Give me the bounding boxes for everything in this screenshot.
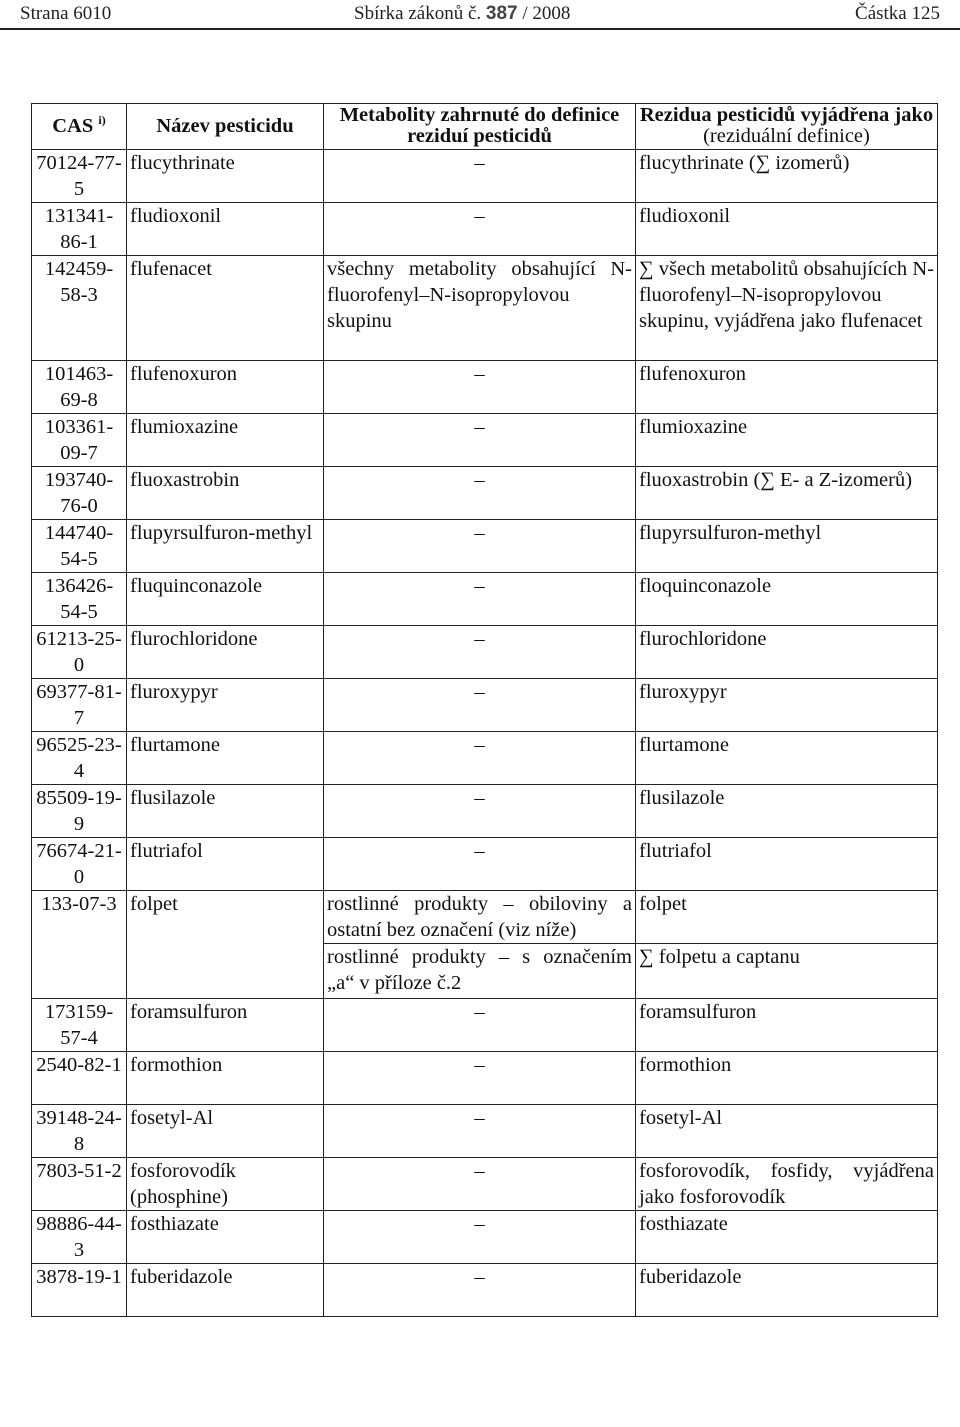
table-body-2 bbox=[32, 999, 938, 1317]
name-cell: fosetyl-Al bbox=[127, 1105, 324, 1158]
residues-cell: flutriafol bbox=[636, 838, 938, 891]
table-row bbox=[32, 520, 938, 573]
header-cas bbox=[32, 104, 127, 150]
cas-cell: 131341-86-1 bbox=[32, 203, 127, 256]
cas-cell: 136426-54-5 bbox=[32, 573, 127, 626]
residues-cell: flupyrsulfuron-methyl bbox=[636, 520, 938, 573]
header-residues-sub: (reziduální definice) bbox=[703, 125, 870, 147]
metabolites-cell: – bbox=[324, 1211, 636, 1264]
residues-cell: folpet bbox=[636, 891, 938, 944]
cas-cell: 96525-23-4 bbox=[32, 732, 127, 785]
header-metabolites: Metabolity zahrnuté do definice reziduí pesticidů bbox=[324, 104, 636, 150]
collection-reference bbox=[354, 3, 570, 25]
header-cas-label: CAS bbox=[52, 114, 94, 137]
metabolites-cell: – bbox=[324, 785, 636, 838]
cas-cell: 101463-69-8 bbox=[32, 361, 127, 414]
metabolites-cell: rostlinné produkty – obiloviny a ostatní bez označení (viz níže) bbox=[324, 891, 636, 944]
table-row bbox=[32, 150, 938, 203]
table-row bbox=[32, 891, 938, 944]
table-row bbox=[32, 626, 938, 679]
name-cell: fluquinconazole bbox=[127, 573, 324, 626]
metabolites-cell: – bbox=[324, 679, 636, 732]
cas-cell: 76674-21-0 bbox=[32, 838, 127, 891]
table-row bbox=[32, 1105, 938, 1158]
name-cell: folpet bbox=[127, 891, 324, 999]
residues-cell: fluoxastrobin (∑ E- a Z-izomerů) bbox=[636, 467, 938, 520]
part-number: Částka 125 bbox=[855, 3, 940, 24]
cas-cell: 70124-77-5 bbox=[32, 150, 127, 203]
residues-cell: formothion bbox=[636, 1052, 938, 1105]
residues-cell: ∑ všech metabolitů obsahujících N-fluorofenyl–N-isopropylovou skupinu, vyjádřena jako flufenacet bbox=[636, 256, 938, 361]
residues-cell: fosthiazate bbox=[636, 1211, 938, 1264]
name-cell: flufenacet bbox=[127, 256, 324, 361]
residues-cell: fluroxypyr bbox=[636, 679, 938, 732]
name-cell: flufenoxuron bbox=[127, 361, 324, 414]
table-body-folpet bbox=[32, 891, 938, 999]
name-cell: fosthiazate bbox=[127, 1211, 324, 1264]
name-cell: flurochloridone bbox=[127, 626, 324, 679]
table-row bbox=[32, 999, 938, 1052]
metabolites-cell: – bbox=[324, 1158, 636, 1211]
cas-cell: 7803-51-2 bbox=[32, 1158, 127, 1211]
metabolites-cell: – bbox=[324, 573, 636, 626]
table-row bbox=[32, 679, 938, 732]
header-residues-label: Rezidua pesticidů vyjádřena jako bbox=[639, 104, 934, 126]
name-cell: flumioxazine bbox=[127, 414, 324, 467]
header-residues bbox=[636, 104, 938, 150]
residues-cell: fosetyl-Al bbox=[636, 1105, 938, 1158]
metabolites-cell: – bbox=[324, 732, 636, 785]
cas-cell: 2540-82-1 bbox=[32, 1052, 127, 1105]
cas-cell: 85509-19-9 bbox=[32, 785, 127, 838]
table-row bbox=[32, 414, 938, 467]
name-cell: fluoxastrobin bbox=[127, 467, 324, 520]
name-cell: foramsulfuron bbox=[127, 999, 324, 1052]
table-header-row bbox=[32, 104, 938, 150]
residues-cell: fludioxonil bbox=[636, 203, 938, 256]
cas-cell: 193740-76-0 bbox=[32, 467, 127, 520]
cas-cell: 133-07-3 bbox=[32, 891, 127, 999]
name-cell: formothion bbox=[127, 1052, 324, 1105]
residues-cell: flumioxazine bbox=[636, 414, 938, 467]
residues-cell: flusilazole bbox=[636, 785, 938, 838]
name-cell: fuberidazole bbox=[127, 1264, 324, 1317]
metabolites-cell: – bbox=[324, 414, 636, 467]
table-row bbox=[32, 573, 938, 626]
residues-cell: fuberidazole bbox=[636, 1264, 938, 1317]
metabolites-cell: – bbox=[324, 838, 636, 891]
cas-cell: 61213-25-0 bbox=[32, 626, 127, 679]
collection-number: 387 bbox=[485, 3, 518, 24]
table-row bbox=[32, 467, 938, 520]
cas-cell: 98886-44-3 bbox=[32, 1211, 127, 1264]
metabolites-cell: všechny metabolity obsahující N-fluorofenyl–N-isopropylovou skupinu bbox=[324, 256, 636, 361]
metabolites-cell: – bbox=[324, 999, 636, 1052]
table-row bbox=[32, 1211, 938, 1264]
metabolites-cell: – bbox=[324, 520, 636, 573]
table-row bbox=[32, 203, 938, 256]
name-cell: fosforovodík (phosphine) bbox=[127, 1158, 324, 1211]
residues-cell: foramsulfuron bbox=[636, 999, 938, 1052]
metabolites-cell: – bbox=[324, 1105, 636, 1158]
residues-cell: flufenoxuron bbox=[636, 361, 938, 414]
cas-cell: 103361-09-7 bbox=[32, 414, 127, 467]
metabolites-cell: – bbox=[324, 203, 636, 256]
name-cell: flurtamone bbox=[127, 732, 324, 785]
residues-cell: flurochloridone bbox=[636, 626, 938, 679]
metabolites-cell: – bbox=[324, 1264, 636, 1317]
metabolites-cell: – bbox=[324, 150, 636, 203]
cas-cell: 3878-19-1 bbox=[32, 1264, 127, 1317]
table-row bbox=[32, 1158, 938, 1211]
residues-cell: ∑ folpetu a captanu bbox=[636, 944, 938, 999]
metabolites-cell: – bbox=[324, 361, 636, 414]
residues-cell: flurtamone bbox=[636, 732, 938, 785]
name-cell: flusilazole bbox=[127, 785, 324, 838]
header-name: Název pesticidu bbox=[127, 104, 324, 150]
pesticide-table bbox=[31, 103, 938, 1317]
cas-cell: 39148-24-8 bbox=[32, 1105, 127, 1158]
name-cell: flutriafol bbox=[127, 838, 324, 891]
name-cell: flupyrsulfuron-methyl bbox=[127, 520, 324, 573]
table-row bbox=[32, 1052, 938, 1105]
residues-cell: fosforovodík, fosfidy, vyjádřena jako fosforovodík bbox=[636, 1158, 938, 1211]
table-row bbox=[32, 256, 938, 361]
page-header bbox=[0, 0, 960, 30]
table-row bbox=[32, 1264, 938, 1317]
cas-cell: 144740-54-5 bbox=[32, 520, 127, 573]
page-number: Strana 6010 bbox=[20, 3, 112, 24]
name-cell: flucythrinate bbox=[127, 150, 324, 203]
table-row bbox=[32, 838, 938, 891]
metabolites-cell: – bbox=[324, 467, 636, 520]
metabolites-cell: – bbox=[324, 626, 636, 679]
residues-cell: floquinconazole bbox=[636, 573, 938, 626]
name-cell: fluroxypyr bbox=[127, 679, 324, 732]
metabolites-cell: – bbox=[324, 1052, 636, 1105]
table-row bbox=[32, 361, 938, 414]
table-body-1 bbox=[32, 150, 938, 891]
collection-year: / 2008 bbox=[522, 3, 571, 24]
metabolites-cell: rostlinné produkty – s označením „a“ v příloze č.2 bbox=[324, 944, 636, 999]
header-cas-footnote: i) bbox=[98, 112, 106, 127]
residues-cell: flucythrinate (∑ izomerů) bbox=[636, 150, 938, 203]
cas-cell: 142459-58-3 bbox=[32, 256, 127, 361]
cas-cell: 173159-57-4 bbox=[32, 999, 127, 1052]
collection-prefix: Sbírka zákonů č. bbox=[354, 3, 482, 24]
cas-cell: 69377-81-7 bbox=[32, 679, 127, 732]
table-row bbox=[32, 732, 938, 785]
table-row bbox=[32, 785, 938, 838]
name-cell: fludioxonil bbox=[127, 203, 324, 256]
